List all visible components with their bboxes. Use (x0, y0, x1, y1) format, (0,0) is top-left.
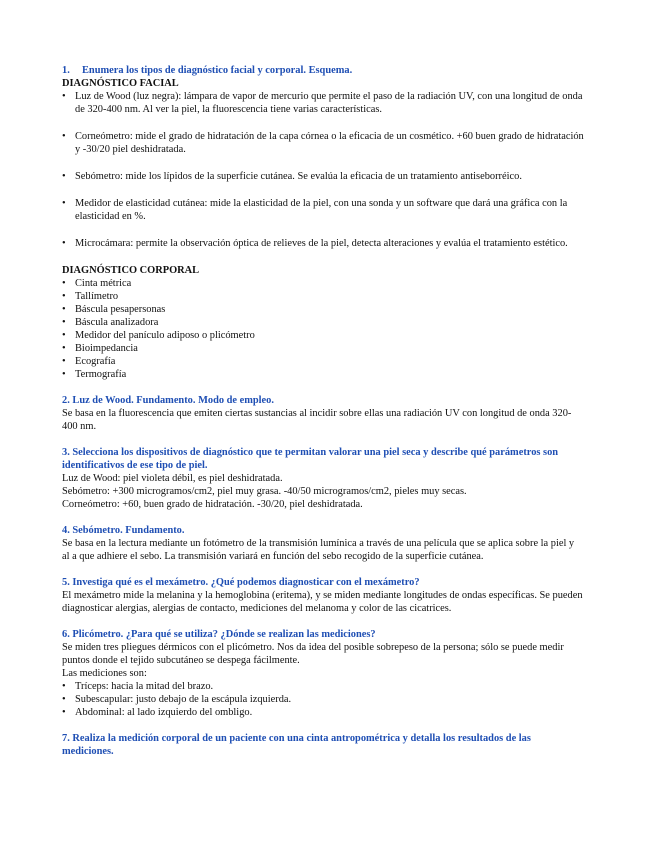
list-item: • Tallímetro (62, 290, 584, 303)
question-2-title: 2. Luz de Wood. Fundamento. Modo de empleo. (62, 395, 274, 406)
question-3-title: 3. Selecciona los dispositivos de diagnóstico que te permitan valorar una piel seca y describe qué parámetros son identificativos de ese tipo de piel. (62, 447, 559, 471)
question-4-title: 4. Sebómetro. Fundamento. (62, 525, 185, 536)
facial-heading: DIAGNÓSTICO FACIAL (62, 78, 179, 89)
list-item: • Ecografía (62, 355, 584, 368)
list-item: • Bioimpedancia (62, 342, 584, 355)
question-3-line: Corneómetro: +60, buen grado de hidratación. -30/20, piel deshidratada. (62, 499, 363, 510)
list-item: • Báscula analizadora (62, 316, 584, 329)
list-item: • Subescapular: justo debajo de la escápula izquierda. (62, 693, 584, 706)
document-page (62, 64, 584, 758)
measurements-list (62, 680, 584, 719)
question-7-title: 7. Realiza la medición corporal de un paciente con una cinta antropométrica y detalla los resultados de las mediciones. (62, 733, 531, 757)
list-item: • Báscula pesapersonas (62, 303, 584, 316)
question-2-answer: Se basa en la fluorescencia que emiten ciertas sustancias al incidir sobre ellas una radiación UV con longitud de onda 320-400 nm. (62, 408, 572, 432)
list-item: • Tríceps: hacia la mitad del brazo. (62, 680, 584, 693)
question-5-answer: El mexámetro mide la melanina y la hemoglobina (eritema), y se miden mediante longitudes de ondas específicas. Se pueden diagnosticar alergias, alergias de contacto, mediciones del melanoma y color de las cicatrices. (62, 590, 583, 614)
question-3-line: Luz de Wood: piel violeta débil, es piel deshidratada. (62, 473, 283, 484)
list-item: • Termografía (62, 368, 584, 381)
facial-list (62, 90, 584, 250)
list-item: • Corneómetro: mide el grado de hidratación de la capa córnea o la eficacia de un cosmético. +60 buen grado de hidratación y -30/20 piel deshidratada. (62, 130, 584, 156)
question-4-answer: Se basa en la lectura mediante un fotómetro de la transmisión lumínica a través de una película que se aplica sobre la piel y al a que adhiere el sebo. La transmisión variará en función del sebo recogido de la superficie cutánea. (62, 538, 575, 562)
question-6-intro: Las mediciones son: (62, 668, 147, 679)
list-item: • Medidor de elasticidad cutánea: mide la elasticidad de la piel, con una sonda y un software que dará una gráfica con la elasticidad en %. (62, 197, 584, 223)
question-1-number: 1. (62, 65, 70, 76)
question-3-line: Sebómetro: +300 microgramos/cm2, piel muy grasa. -40/50 microgramos/cm2, pieles muy secas. (62, 486, 467, 497)
question-6-title: 6. Plicómetro. ¿Para qué se utiliza? ¿Dónde se realizan las mediciones? (62, 629, 376, 640)
question-5-title: 5. Investiga qué es el mexámetro. ¿Qué podemos diagnosticar con el mexámetro? (62, 577, 420, 588)
question-1-title (62, 64, 584, 77)
corporal-list (62, 277, 584, 381)
list-item: • Luz de Wood (luz negra): lámpara de vapor de mercurio que permite el paso de la radiación UV, con una longitud de onda de 320-400 nm. Al ver la piel, la fluorescencia tiene varias características. (62, 90, 584, 116)
list-item: • Sebómetro: mide los lípidos de la superficie cutánea. Se evalúa la eficacia de un tratamiento antiseborréico. (62, 170, 584, 183)
question-6-answer: Se miden tres pliegues dérmicos con el plicómetro. Nos da idea del posible sobrepeso de la persona; sólo se puede medir puntos donde el tejido subcutáneo se despega fácilmente. (62, 642, 564, 666)
list-item: • Microcámara: permite la observación óptica de relieves de la piel, detecta alteraciones y evalúa el tratamiento estético. (62, 237, 584, 250)
corporal-heading: DIAGNÓSTICO CORPORAL (62, 265, 200, 276)
list-item: • Abdominal: al lado izquierdo del ombligo. (62, 706, 584, 719)
list-item: • Medidor del panículo adiposo o plicómetro (62, 329, 584, 342)
question-1-title-text: Enumera los tipos de diagnóstico facial y corporal. Esquema. (82, 65, 353, 76)
list-item: • Cinta métrica (62, 277, 584, 290)
